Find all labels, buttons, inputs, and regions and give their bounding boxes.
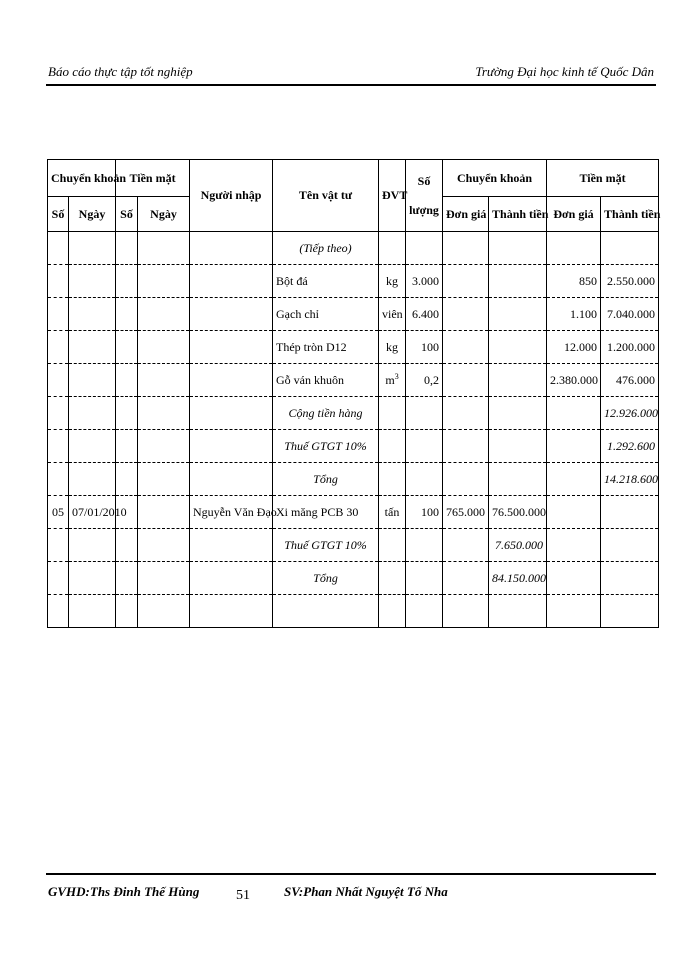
cell-ten-vat-tu: Xi măng PCB 30 (273, 496, 379, 529)
table-row (48, 430, 659, 463)
cell-tm-ngay (138, 595, 190, 628)
cell-dvt (379, 463, 406, 496)
cell-ten-vat-tu: Thuế GTGT 10% (273, 529, 379, 562)
cell-nguoi-nhap (190, 595, 273, 628)
cell-ck-don-gia (443, 595, 489, 628)
cell-ck-thanh-tien (489, 463, 547, 496)
col-ck-so: Số (48, 197, 69, 232)
cell-ck-ngay (69, 430, 116, 463)
cell-ck-don-gia: 765.000 (443, 496, 489, 529)
cell-tm-ngay (138, 430, 190, 463)
cell-ck-ngay: 07/01/2010 (69, 496, 116, 529)
cell-ck-thanh-tien: 84.150.000 (489, 562, 547, 595)
cell-ck-ngay (69, 232, 116, 265)
cell-ck-don-gia (443, 397, 489, 430)
cell-dvt-unit: m (385, 373, 395, 387)
cell-tm-thanh-tien: 476.000 (601, 364, 659, 397)
cell-tm-thanh-tien (601, 496, 659, 529)
footer-student: SV:Phan Nhất Nguyệt Tố Nha (284, 884, 448, 899)
table-row (48, 595, 659, 628)
cell-ck-don-gia (443, 298, 489, 331)
table-row (48, 397, 659, 430)
cell-ten-vat-tu: Thép tròn D12 (273, 331, 379, 364)
cell-nguoi-nhap (190, 397, 273, 430)
col-ten-vat-tu: Tên vật tư (273, 160, 379, 232)
cell-ck-so (48, 595, 69, 628)
cell-tm-don-gia: 850 (547, 265, 601, 298)
cell-ck-thanh-tien: 76.500.000 (489, 496, 547, 529)
cell-ck-don-gia (443, 364, 489, 397)
cell-tm-thanh-tien: 2.550.000 (601, 265, 659, 298)
cell-dvt: kg (379, 331, 406, 364)
cell-dvt (379, 562, 406, 595)
cell-tm-thanh-tien (601, 232, 659, 265)
cell-tm-don-gia: 12.000 (547, 331, 601, 364)
cell-ten-vat-tu: Gạch chỉ (273, 298, 379, 331)
cell-tm-so (116, 562, 138, 595)
cell-tm-thanh-tien: 1.200.000 (601, 331, 659, 364)
col-nguoi-nhap: Người nhập (190, 160, 273, 232)
table-row (48, 298, 659, 331)
cell-dvt: viên (379, 298, 406, 331)
cell-tm-ngay (138, 562, 190, 595)
cell-nguoi-nhap (190, 562, 273, 595)
table-row (48, 331, 659, 364)
table-row (48, 364, 659, 397)
col-so-luong-line1: Số (417, 173, 431, 188)
header-divider (46, 84, 656, 86)
cell-so-luong (406, 595, 443, 628)
cell-nguoi-nhap (190, 265, 273, 298)
header-report-title: Báo cáo thực tập tốt nghiệp (48, 64, 193, 79)
cell-tm-don-gia (547, 232, 601, 265)
cell-tm-so (116, 265, 138, 298)
cell-tm-don-gia (547, 595, 601, 628)
col-tm-thanh-tien: Thành tiền (601, 197, 659, 232)
cell-ck-ngay (69, 331, 116, 364)
cell-ck-thanh-tien (489, 265, 547, 298)
cell-tm-so (116, 331, 138, 364)
cell-ten-vat-tu: Tổng (273, 562, 379, 595)
cell-tm-thanh-tien (601, 529, 659, 562)
cell-so-luong: 6.400 (406, 298, 443, 331)
cell-ck-so (48, 562, 69, 595)
cell-ten-vat-tu: Thuế GTGT 10% (273, 430, 379, 463)
cell-so-luong (406, 562, 443, 595)
cell-ck-ngay (69, 463, 116, 496)
cell-ck-ngay (69, 562, 116, 595)
cell-ck-so (48, 265, 69, 298)
col-ck-ngay: Ngày (69, 197, 116, 232)
cell-ck-don-gia (443, 463, 489, 496)
table-row (48, 529, 659, 562)
cell-ck-so (48, 232, 69, 265)
cell-ck-thanh-tien: 7.650.000 (489, 529, 547, 562)
cell-so-luong (406, 232, 443, 265)
cell-ck-thanh-tien (489, 364, 547, 397)
cell-ten-vat-tu: Bột đá (273, 265, 379, 298)
cell-tm-ngay (138, 463, 190, 496)
col-so-luong-line2: lượng (409, 202, 439, 217)
cell-tm-ngay (138, 364, 190, 397)
table-row (48, 562, 659, 595)
cell-so-luong: 3.000 (406, 265, 443, 298)
cell-dvt-exponent: 3 (394, 372, 399, 381)
cell-so-luong (406, 529, 443, 562)
cell-ck-so (48, 331, 69, 364)
cell-ck-don-gia (443, 430, 489, 463)
cell-tm-don-gia: 1.100 (547, 298, 601, 331)
table-row (48, 265, 659, 298)
footer-supervisor: GVHD:Ths Đinh Thế Hùng (48, 884, 200, 899)
cell-tm-so (116, 232, 138, 265)
cell-ten-vat-tu (273, 595, 379, 628)
cell-tm-ngay (138, 331, 190, 364)
table-row (48, 463, 659, 496)
cell-ck-don-gia (443, 562, 489, 595)
cell-ck-ngay (69, 265, 116, 298)
cell-dvt (379, 430, 406, 463)
cell-tm-thanh-tien: 7.040.000 (601, 298, 659, 331)
cell-ten-vat-tu: (Tiếp theo) (273, 232, 379, 265)
cell-dvt (379, 232, 406, 265)
footer-divider (46, 873, 656, 875)
col-ck-thanh-tien: Thành tiền (489, 197, 547, 232)
cell-ten-vat-tu: Gỗ ván khuôn (273, 364, 379, 397)
cell-tm-ngay (138, 529, 190, 562)
cell-ck-so (48, 364, 69, 397)
cell-nguoi-nhap (190, 364, 273, 397)
cell-ck-ngay (69, 364, 116, 397)
cell-tm-don-gia (547, 496, 601, 529)
cell-tm-don-gia: 2.380.000 (547, 364, 601, 397)
cell-ck-ngay (69, 298, 116, 331)
cell-tm-don-gia (547, 562, 601, 595)
cell-ck-ngay (69, 595, 116, 628)
cell-ck-don-gia (443, 529, 489, 562)
cell-ck-so (48, 430, 69, 463)
cell-dvt (379, 529, 406, 562)
cell-tm-ngay (138, 298, 190, 331)
cell-tm-thanh-tien (601, 595, 659, 628)
cell-tm-don-gia (547, 430, 601, 463)
cell-tm-ngay (138, 265, 190, 298)
cell-tm-so (116, 529, 138, 562)
col-dvt: ĐVT (379, 160, 406, 232)
cell-ck-so (48, 529, 69, 562)
cell-so-luong (406, 430, 443, 463)
col-tm-so: Số (116, 197, 138, 232)
cell-ck-thanh-tien (489, 232, 547, 265)
cell-tm-so (116, 463, 138, 496)
cell-so-luong: 100 (406, 496, 443, 529)
cell-tm-so (116, 397, 138, 430)
header-university-name: Trường Đại học kinh tế Quốc Dân (475, 64, 654, 79)
cell-nguoi-nhap (190, 331, 273, 364)
cell-ck-so (48, 463, 69, 496)
col-ck-don-gia: Đơn giá (443, 197, 489, 232)
cell-ck-don-gia (443, 265, 489, 298)
cell-ten-vat-tu: Cộng tiền hàng (273, 397, 379, 430)
col-so-luong (406, 160, 443, 232)
cell-ck-thanh-tien (489, 397, 547, 430)
cell-ck-thanh-tien (489, 595, 547, 628)
cell-tm-thanh-tien: 1.292.600 (601, 430, 659, 463)
cell-tm-don-gia (547, 529, 601, 562)
cell-nguoi-nhap (190, 232, 273, 265)
col-tm-ngay: Ngày (138, 197, 190, 232)
cell-tm-thanh-tien: 12.926.000 (601, 397, 659, 430)
cell-dvt (379, 364, 406, 397)
cell-ck-so (48, 397, 69, 430)
cell-ck-ngay (69, 397, 116, 430)
col-tm-don-gia: Đơn giá (547, 197, 601, 232)
cell-tm-ngay (138, 397, 190, 430)
cell-dvt (379, 595, 406, 628)
cell-ck-ngay (69, 529, 116, 562)
cell-tm-don-gia (547, 463, 601, 496)
cell-tm-thanh-tien: 14.218.600 (601, 463, 659, 496)
cell-ck-so (48, 298, 69, 331)
cell-tm-ngay (138, 232, 190, 265)
cell-ck-don-gia (443, 232, 489, 265)
cell-nguoi-nhap (190, 529, 273, 562)
cell-ck-so: 05 (48, 496, 69, 529)
cell-ck-thanh-tien (489, 331, 547, 364)
cell-tm-so (116, 364, 138, 397)
cell-tm-thanh-tien (601, 562, 659, 595)
cell-tm-so (116, 595, 138, 628)
cell-dvt: tấn (379, 496, 406, 529)
col-group-chuyen-khoan-amount: Chuyển khoản (443, 160, 547, 197)
cell-ck-thanh-tien (489, 430, 547, 463)
cell-so-luong: 0,2 (406, 364, 443, 397)
cell-ten-vat-tu: Tổng (273, 463, 379, 496)
cell-tm-ngay (138, 496, 190, 529)
cell-nguoi-nhap (190, 430, 273, 463)
material-ledger-table (47, 159, 659, 628)
table-row (48, 232, 659, 265)
cell-so-luong: 100 (406, 331, 443, 364)
cell-so-luong (406, 463, 443, 496)
col-group-chuyen-khoan: Chuyển khoản (48, 160, 116, 197)
cell-dvt (379, 397, 406, 430)
cell-ck-don-gia (443, 331, 489, 364)
page-number: 51 (236, 888, 250, 903)
cell-nguoi-nhap (190, 463, 273, 496)
cell-tm-so (116, 430, 138, 463)
cell-dvt: kg (379, 265, 406, 298)
cell-nguoi-nhap (190, 298, 273, 331)
cell-so-luong (406, 397, 443, 430)
col-group-tien-mat-amount: Tiền mặt (547, 160, 659, 197)
cell-tm-don-gia (547, 397, 601, 430)
col-group-tien-mat: Tiền mặt (116, 160, 190, 197)
cell-nguoi-nhap: Nguyễn Văn Đạo (190, 496, 273, 529)
cell-ck-thanh-tien (489, 298, 547, 331)
cell-tm-so (116, 298, 138, 331)
table-row (48, 496, 659, 529)
